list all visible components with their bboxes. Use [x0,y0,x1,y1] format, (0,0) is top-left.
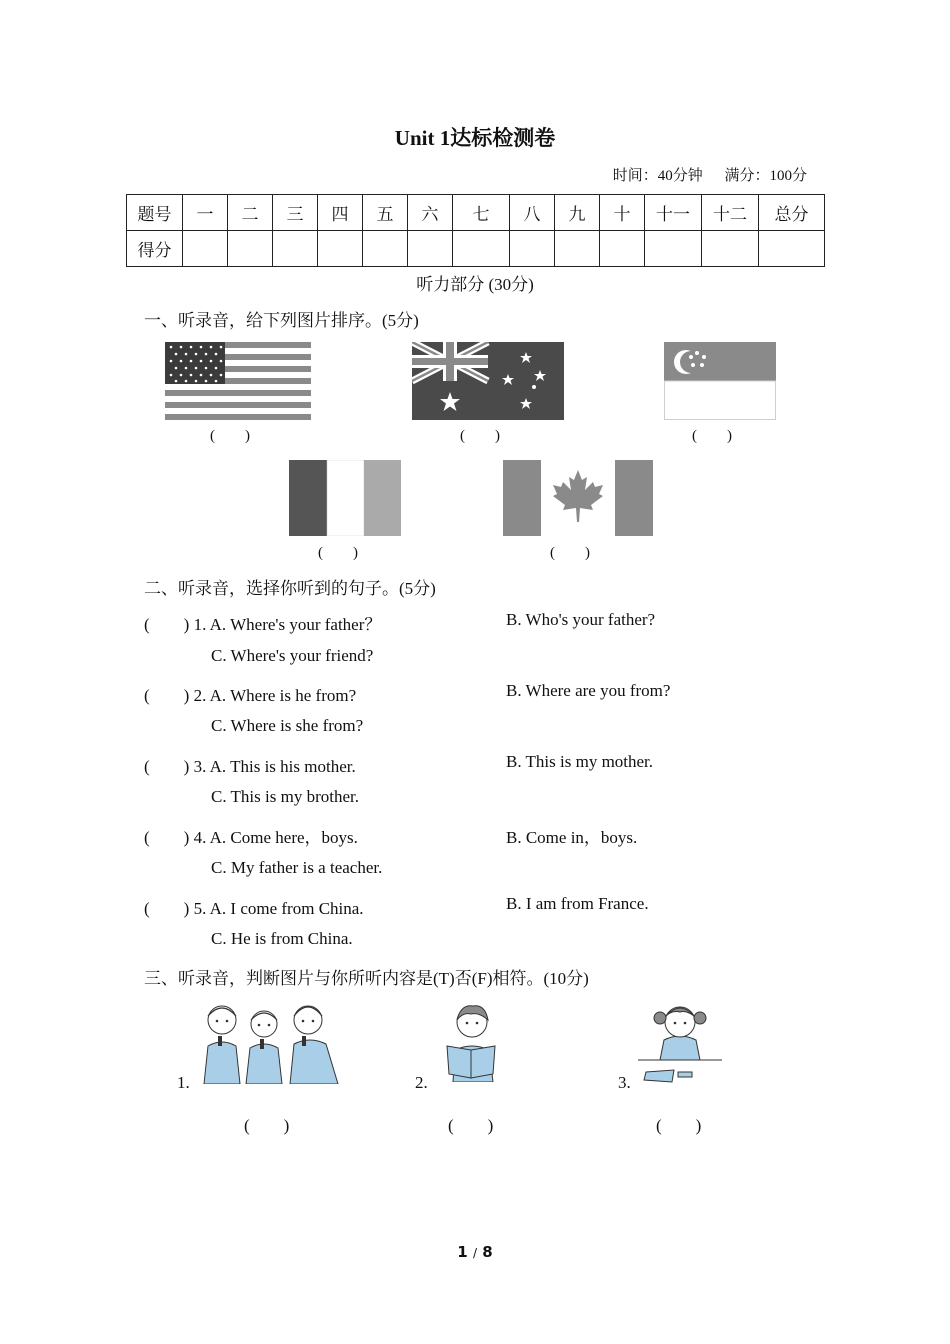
q2-item [144,823,358,848]
exam-meta [613,164,807,185]
page-number [0,1243,950,1261]
table-cell: 十 [600,195,645,231]
answer-paren[interactable]: ( ) [144,899,190,918]
q3-heading: 三、听录音，判断图片与你所听内容是(T)否(F)相符。(10分) [144,969,589,988]
option-b: B. I am from France. [506,894,649,913]
canada-flag-icon [503,460,653,536]
answer-paren[interactable]: ( ) [244,1116,290,1135]
score-cell[interactable] [600,231,645,267]
score-cell[interactable] [228,231,273,267]
score-cell[interactable] [318,231,363,267]
girl-drawing-icon [638,1000,722,1084]
option-b: B. Come in，boys. [506,828,638,847]
score-cell[interactable] [273,231,318,267]
australia-flag-icon [412,342,564,420]
q1-heading: 一、听录音，给下列图片排序。(5分) [144,311,419,330]
score-cell[interactable] [759,231,825,267]
table-cell: 八 [510,195,555,231]
question-number: 1. [193,615,207,634]
score-cell[interactable] [183,231,228,267]
score-table-header-row [127,195,825,231]
table-cell: 题号 [127,195,183,231]
option-a: A. Come here，boys. [209,828,358,847]
table-cell: 得分 [127,231,183,267]
option-c: C. This is my brother. [211,787,359,806]
table-cell: 十一 [645,195,702,231]
q2-item [144,610,381,635]
answer-paren[interactable]: ( ) [656,1116,702,1135]
q2-item [144,752,356,777]
option-b: B. Where are you from? [506,681,671,700]
answer-paren[interactable]: ( ) [550,545,590,561]
children-singing-icon [198,998,344,1084]
singapore-flag-icon [664,342,776,420]
score-cell[interactable] [645,231,702,267]
answer-paren[interactable]: ( ) [318,545,358,561]
option-b: B. This is my mother. [506,752,654,771]
full-score: 满分：100分 [724,168,807,184]
option-c: C. Where's your friend? [211,646,374,665]
page-total: 8 [482,1243,493,1261]
option-a: A. I come from China. [209,899,364,918]
score-cell[interactable] [363,231,408,267]
option-c: C. My father is a teacher. [211,858,383,877]
q2-item [144,894,364,919]
france-flag-icon [289,460,401,536]
option-b: B. Who's your father? [506,610,656,629]
answer-paren[interactable]: ( ) [144,757,190,776]
table-cell: 五 [363,195,408,231]
score-table-score-row [127,231,825,267]
score-table [126,194,825,267]
boy-reading-icon [443,1000,501,1082]
page-title: Unit 1达标检测卷 [394,126,556,150]
answer-paren[interactable]: ( ) [144,686,190,705]
option-c: C. He is from China. [211,929,353,948]
table-cell: 十二 [702,195,759,231]
answer-paren[interactable]: ( ) [210,428,250,444]
question-number: 2. [415,1073,428,1092]
score-cell[interactable] [408,231,453,267]
question-number: 5. [193,899,207,918]
table-cell: 四 [318,195,363,231]
table-cell: 七 [453,195,510,231]
option-a: A. Where's your father？ [209,615,382,634]
question-number: 3. [193,757,207,776]
page-separator: / [472,1246,478,1260]
answer-paren[interactable]: ( ) [144,615,190,634]
answer-paren[interactable]: ( ) [692,428,732,444]
q2-heading: 二、听录音，选择你听到的句子。(5分) [144,579,436,598]
table-cell: 二 [228,195,273,231]
score-cell[interactable] [702,231,759,267]
page-current: 1 [457,1243,468,1261]
answer-paren[interactable]: ( ) [448,1116,494,1135]
usa-flag-icon [165,342,311,420]
listening-section-header: 听力部分 (30分) [416,275,534,294]
question-number: 4. [193,828,207,847]
answer-paren[interactable]: ( ) [460,428,500,444]
table-cell: 九 [555,195,600,231]
question-number: 2. [193,686,207,705]
score-cell[interactable] [453,231,510,267]
option-a: A. This is his mother. [209,757,356,776]
answer-paren[interactable]: ( ) [144,828,190,847]
score-cell[interactable] [510,231,555,267]
table-cell: 总分 [759,195,825,231]
table-cell: 六 [408,195,453,231]
option-a: A. Where is he from? [209,686,357,705]
time-limit: 时间：40分钟 [612,168,703,184]
q2-item [144,681,356,706]
score-cell[interactable] [555,231,600,267]
table-cell: 三 [273,195,318,231]
question-number: 3. [618,1073,631,1092]
table-cell: 一 [183,195,228,231]
question-number: 1. [177,1073,190,1092]
option-c: C. Where is she from? [211,716,364,735]
